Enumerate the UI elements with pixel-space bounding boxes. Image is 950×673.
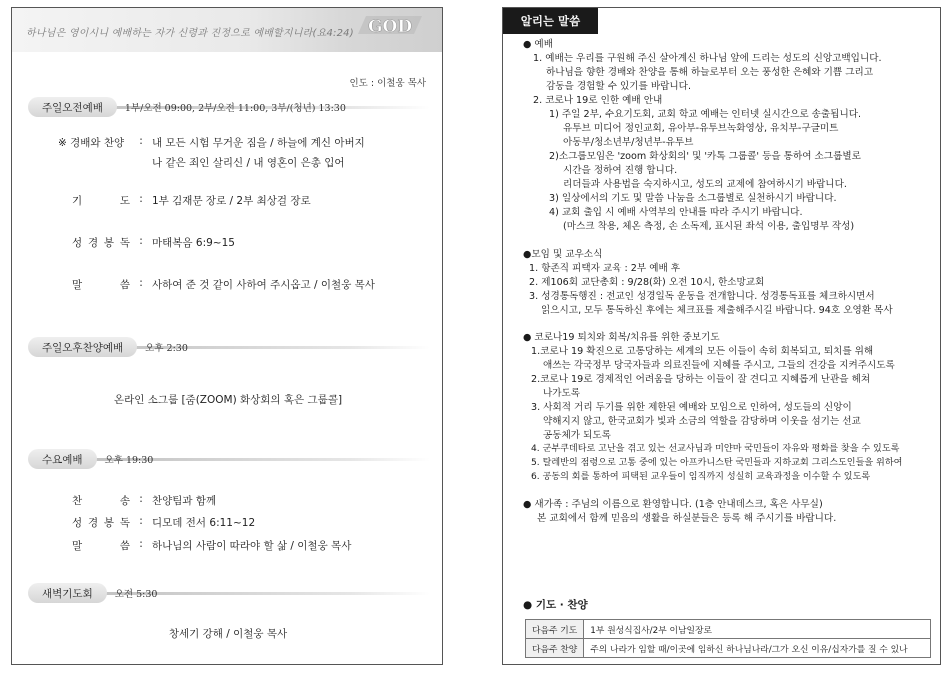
notice-line: 1. 예배는 우리를 구원해 주신 살아계신 하나님 앞에 드리는 성도의 신앙고백입니다. (533, 53, 882, 64)
order-colon: : (139, 538, 143, 550)
section-sunday-afternoon (28, 337, 188, 357)
section-time: 오후 2:30 (145, 343, 188, 354)
notice-line: 1. 항존직 피택자 교육 : 2부 예배 후 (529, 263, 681, 274)
section-title: 주일오전예배 (28, 97, 117, 117)
notice-line: 4. 군부쿠데타로 고난을 겪고 있는 선교사님과 미얀마 국민들이 자유와 평화를 찾을 수 있도록 (531, 444, 900, 454)
order-value: 마태복음 6:9~15 (152, 237, 235, 249)
section-dawn (28, 583, 157, 603)
notice-line: 3. 사회적 거리 두기를 위한 제한된 예배와 모임으로 인하여, 성도들의 신앙이 (531, 402, 852, 413)
section-title: 주일오후찬양예배 (28, 337, 137, 357)
notice-line: 애쓰는 각국정부 당국자들과 의료진들에 지혜를 주시고, 그들의 건강을 지켜주시도록 (543, 360, 895, 371)
notice-line: 공동체가 되도록 (543, 430, 611, 441)
afternoon-info: 온라인 소그룹 [줌(ZOOM) 화상회의 혹은 그룹콜] (113, 394, 343, 406)
notice-line: ● 예배 (523, 39, 553, 50)
order-label: 성 경 봉 독 (72, 517, 130, 529)
notice-line: ● 새가족 : 주님의 이름으로 환영합니다. (1층 안내데스크, 혹은 사무실) (523, 499, 823, 510)
order-colon: : (139, 493, 143, 505)
god-logo (354, 12, 424, 40)
order-row-hymn (72, 493, 216, 508)
order-row-sermon (72, 538, 351, 553)
notice-line: 약해지지 않고, 한국교회가 빛과 소금의 역할을 감당하며 이웃을 섬기는 선교 (543, 416, 861, 427)
order-value: 사하여 준 것 같이 사하여 주시옵고 / 이철웅 목사 (152, 279, 375, 291)
section-time: 오후 19:30 (104, 455, 154, 466)
order-label: ※ 경배와 찬양 (58, 137, 125, 149)
notice-line: ● 코로나19 퇴치와 회복/치유를 위한 중보기도 (523, 332, 720, 343)
notice-line: 1.코로나 19 확진으로 고통당하는 세계의 모든 이들이 속히 회복되고, 퇴치를 위해 (531, 346, 874, 357)
order-label: 찬 송 (72, 495, 130, 507)
table-cell-value: 주의 나라가 임할 때/이곳에 임하신 하나님나라/그가 오신 이유/십자가를 질 수 있나 (584, 639, 931, 658)
order-value-line-1: 내 모든 시험 무거운 짐을 / 하늘에 계신 아버지 (152, 137, 365, 149)
section-title: 새벽기도회 (28, 583, 107, 603)
prayer-praise-title: ● 기도 · 찬양 (523, 599, 588, 611)
order-colon: : (139, 193, 143, 205)
notice-line: 5. 탈레반의 점령으로 고통 중에 있는 아프카니스탄 국민들과 지하교회 그리스도인들을 위하여 (531, 458, 903, 468)
notice-line: 1) 주일 2부, 수요기도회, 교회 학교 예배는 인터넷 실시간으로 송출됩니다. (549, 109, 862, 120)
banner-verse: 하나님은 영이시니 예배하는 자가 신령과 진정으로 예배할지니라(요4:24) (26, 28, 354, 39)
notice-line: 4) 교회 출입 시 예배 사역부의 안내를 따라 주시기 바랍니다. (549, 207, 803, 218)
order-label: 기 도 (72, 195, 130, 207)
order-row-reading (72, 235, 235, 250)
notice-line: 2.코로나 19로 경제적인 어려움을 당하는 이들이 잘 견디고 지혜롭게 난관을 헤쳐 (531, 374, 871, 385)
order-row-prayer (72, 193, 311, 208)
table-cell-key: 다음주 기도 (526, 620, 584, 639)
order-row-reading (72, 515, 255, 530)
order-colon: : (139, 277, 143, 289)
order-label: 말 씀 (72, 279, 130, 291)
section-time: 오전 5:30 (114, 589, 158, 600)
section-wednesday (28, 449, 153, 469)
order-row-praise (58, 135, 365, 170)
notice-line: 2)소그룹모임은 'zoom 화상회의' 및 '카톡 그룹콜' 등을 통하여 소그룹별로 (549, 151, 861, 162)
notice-line: 아동부/청소년부/청년부-유투브 (563, 137, 694, 148)
table-cell-key: 다음주 찬양 (526, 639, 584, 658)
order-value-line-2: 나 같은 죄인 살리신 / 내 영혼이 은총 입어 (152, 157, 345, 169)
notice-line: 나가도록 (543, 388, 581, 399)
table-cell-value: 1부 원성식집사/2부 이남일장로 (584, 620, 931, 639)
notice-line: ●모임 및 교우소식 (523, 249, 603, 260)
notice-line: 시간을 정하여 진행 합니다. (563, 165, 678, 176)
table-row (526, 639, 931, 658)
section-time: 1부/오전 09:00, 2부/오전 11:00, 3부/(청년) 13:30 (124, 103, 346, 114)
notice-line: 2. 제106회 교단총회 : 9/28(화) 오전 10시, 한소망교회 (529, 277, 765, 288)
order-colon: : (139, 515, 143, 527)
notice-line: 감동을 경험할 수 있기를 바랍니다. (546, 81, 691, 92)
notice-line: 유투브 미디어 정인교회, 유아부-유투브녹화영상, 유치부-구글미트 (563, 123, 839, 134)
notice-line: 3) 일상에서의 기도 및 말씀 나눔을 소그룹별로 실천하시기 바랍니다. (549, 193, 837, 204)
notice-line: 3. 성경통독행진 : 전교인 성경일독 운동을 전개합니다. 성경통독표를 체크하시면서 (529, 291, 875, 302)
right-page (502, 7, 941, 665)
order-value: 하나님의 사람이 따라야 할 삶 / 이철웅 목사 (152, 540, 352, 552)
order-label: 성 경 봉 독 (72, 237, 130, 249)
notice-header: 알리는 말씀 (503, 8, 598, 34)
order-value: 디모데 전서 6:11~12 (152, 517, 256, 529)
notice-line: 하나님을 향한 경배와 찬양을 통해 하늘로부터 오는 풍성한 은혜와 기쁨 그리고 (546, 67, 874, 78)
section-title: 수요예배 (28, 449, 97, 469)
order-value (152, 135, 365, 170)
notice-line: 본 교회에서 함께 믿음의 생활을 하실분들은 등록 해 주시기를 바랍니다. (537, 513, 837, 524)
order-value: 1부 김재문 장로 / 2부 최상걸 장로 (152, 195, 311, 207)
order-colon: : (139, 135, 143, 147)
prayer-praise-table (525, 619, 931, 658)
section-sunday-morning (28, 97, 346, 117)
worship-leader: 인도 : 이철웅 목사 (349, 78, 426, 89)
notice-line: (마스크 착용, 체온 측정, 손 소독제, 표시된 좌석 이용, 출입명부 작성) (563, 221, 855, 232)
notice-line: 리더들과 사용법을 숙지하시고, 성도의 교제에 참여하시기 바랍니다. (563, 179, 847, 190)
verse-banner (12, 8, 442, 52)
dawn-info: 창세기 강해 / 이철웅 목사 (168, 628, 288, 640)
table-row (526, 620, 931, 639)
notice-line: 6. 공동의 회를 통하여 피택된 교우들이 임직까지 성실히 교육과정을 이수할 수 있도록 (531, 472, 871, 482)
notice-line: 읽으시고, 모두 통독하신 후에는 체크표를 제출해주시길 바랍니다. 94호 오영환 목사 (541, 305, 893, 316)
order-row-sermon (72, 277, 375, 292)
order-value: 찬양팀과 함께 (152, 495, 217, 507)
order-label: 말 씀 (72, 540, 130, 552)
order-colon: : (139, 235, 143, 247)
notice-line: 2. 코로나 19로 인한 예배 안내 (533, 95, 663, 106)
left-page (11, 7, 443, 665)
god-logo-text: GOD (368, 17, 413, 37)
